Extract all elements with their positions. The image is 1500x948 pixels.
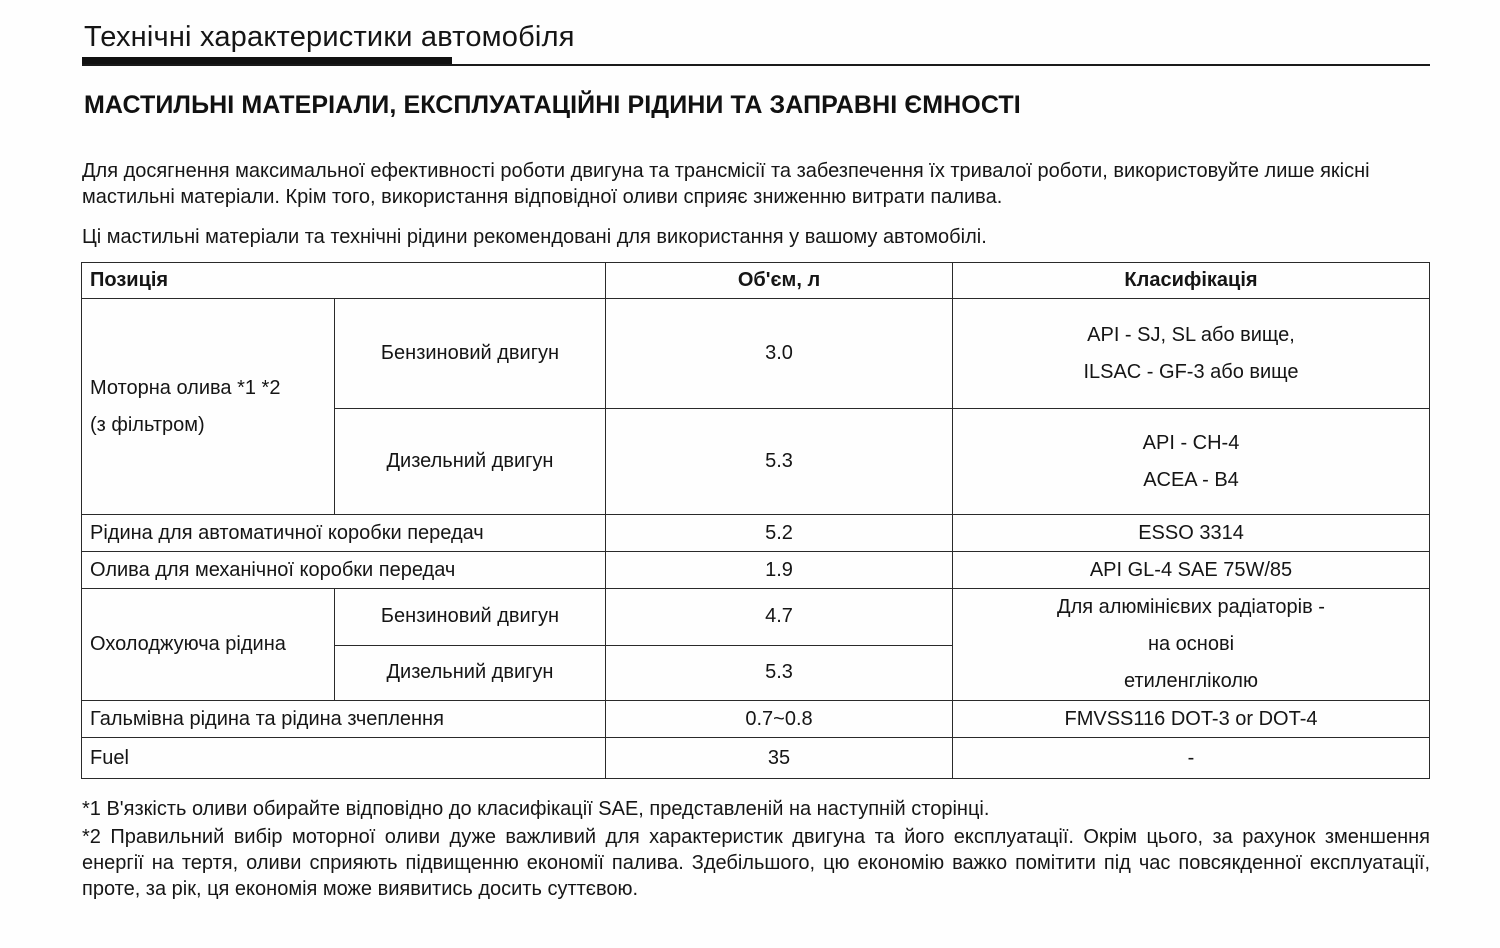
engine-oil-diesel-classification (953, 409, 1430, 515)
engine-oil-petrol-label: Бензиновий двигун (335, 299, 606, 409)
header-volume: Об'єм, л (606, 263, 953, 299)
coolant-class-line1: Для алюмінієвих радіаторів - (1057, 596, 1325, 618)
engine-oil-diesel-class-line1: API - CH-4 (1142, 431, 1240, 454)
coolant-class-line2: на основі (1147, 633, 1235, 655)
mtf-label: Олива для механічної коробки передач (82, 552, 606, 589)
engine-oil-label (82, 299, 335, 515)
engine-oil-petrol-class-line2: ILSAC - GF-3 або вище (1083, 360, 1299, 383)
coolant-diesel-volume: 5.3 (606, 645, 953, 701)
table-row-mtf (82, 552, 1430, 589)
intro-text (82, 158, 1432, 250)
mtf-volume: 1.9 (606, 552, 953, 589)
coolant-petrol-volume: 4.7 (606, 589, 953, 646)
coolant-diesel-label: Дизельний двигун (335, 645, 606, 701)
mtf-classification: API GL-4 SAE 75W/85 (953, 552, 1430, 589)
coolant-label: Охолоджуюча рідина (82, 589, 335, 701)
brake-label: Гальмівна рідина та рідина зчеплення (82, 701, 606, 738)
footnotes (82, 796, 1430, 902)
engine-oil-label-line2: (з фільтром) (90, 413, 205, 436)
footnote-2: *2 Правильний вибір моторної оливи дуже важливий для характеристик двигуна та його експлуатації. Окрім цього, за рахунок зменшення енергії на тертя, оливи сприяють підвищенню економії палива. Здебільшого, цю економію важко помітити під час повсякденної експлуатації, проте, за рік, ця економія може виявитись досить суттєвою. (82, 826, 1430, 900)
fuel-volume: 35 (606, 738, 953, 779)
section-title: МАСТИЛЬНІ МАТЕРІАЛИ, ЕКСПЛУАТАЦІЙНІ РІДИНИ ТА ЗАПРАВНІ ЄМНОСТІ (84, 91, 1021, 119)
header-position: Позиція (82, 263, 606, 299)
header-classification: Класифікація (953, 263, 1430, 299)
engine-oil-petrol-class-line1: API - SJ, SL або вище, (1087, 323, 1295, 346)
intro-paragraph-1: Для досягнення максимальної ефективності роботи двигуна та трансмісії та забезпечення їх тривалої роботи, використовуйте лише якісні мастильні матеріали. Крім того, використання відповідної оливи сприяє зниженню витрати палива. (82, 160, 1370, 208)
coolant-class-line3: етиленгліколю (1124, 670, 1258, 692)
engine-oil-petrol-volume: 3.0 (606, 299, 953, 409)
brake-volume: 0.7~0.8 (606, 701, 953, 738)
table-row-fuel (82, 738, 1430, 779)
engine-oil-diesel-class-line2: ACEA - B4 (1143, 468, 1239, 491)
coolant-classification (953, 589, 1430, 701)
footnote-1: *1 В'язкість оливи обирайте відповідно до класифікації SAE, представленій на наступній сторінці. (82, 798, 990, 820)
engine-oil-diesel-label: Дизельний двигун (335, 409, 606, 515)
coolant-petrol-label: Бензиновий двигун (335, 589, 606, 646)
table-row-brake (82, 701, 1430, 738)
page-header-title: Технічні характеристики автомобіля (84, 21, 575, 53)
fluids-table (81, 262, 1430, 779)
table-row-engine-oil-petrol (82, 299, 1430, 409)
atf-label: Рідина для автоматичної коробки передач (82, 515, 606, 552)
fuel-classification: - (953, 738, 1430, 779)
table-header-row (82, 263, 1430, 299)
engine-oil-petrol-classification (953, 299, 1430, 409)
header-rule (82, 64, 1430, 66)
table-row-coolant-petrol (82, 589, 1430, 646)
atf-volume: 5.2 (606, 515, 953, 552)
engine-oil-label-line1: Моторна олива *1 *2 (90, 376, 281, 399)
fuel-label: Fuel (82, 738, 606, 779)
intro-paragraph-2: Ці мастильні матеріали та технічні рідини рекомендовані для використання у вашому автомобілі. (82, 226, 987, 248)
atf-classification: ESSO 3314 (953, 515, 1430, 552)
engine-oil-diesel-volume: 5.3 (606, 409, 953, 515)
table-row-atf (82, 515, 1430, 552)
brake-classification: FMVSS116 DOT-3 or DOT-4 (953, 701, 1430, 738)
